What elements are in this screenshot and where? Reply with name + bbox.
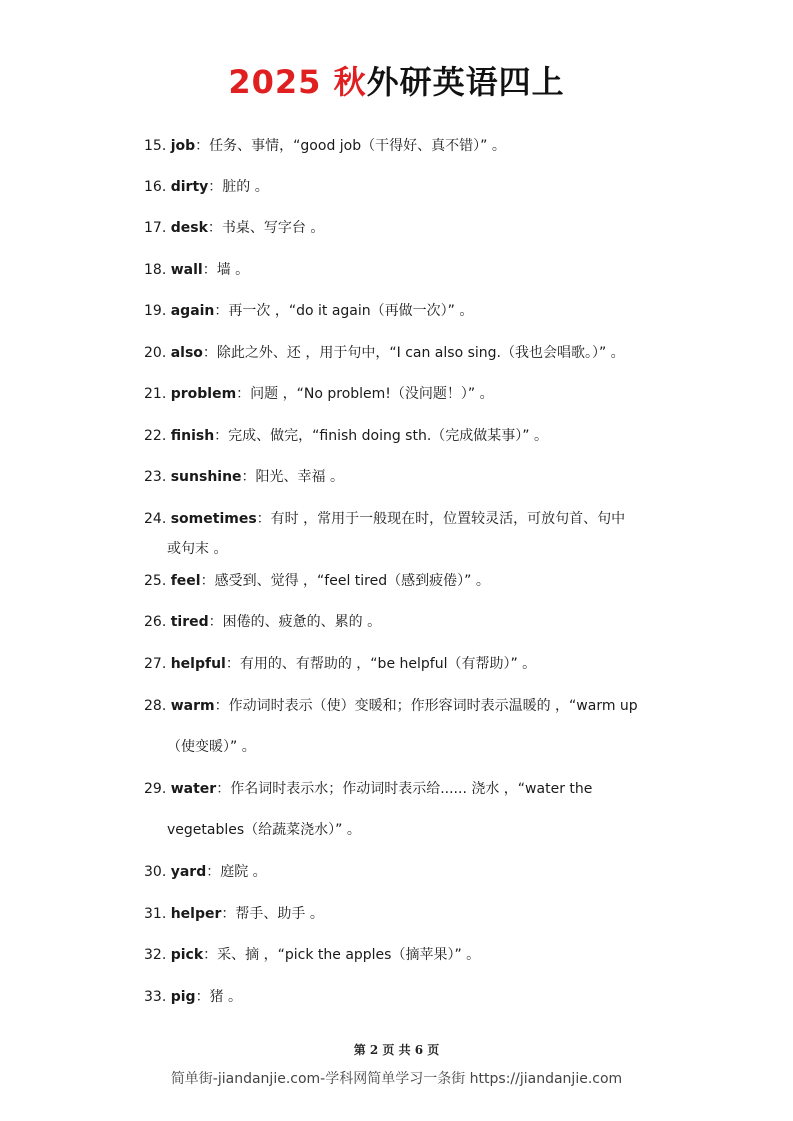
entry-word: warm [170,698,215,714]
entry-definition: ：完成、做完，“finish doing sth.（完成做某事）” 。 [214,428,548,444]
entry-definition-continued: 或句末 。 [167,541,228,557]
entry-number: 21. [144,386,171,402]
entry-number: 29. [144,781,171,797]
entry-number: 33. [144,989,171,1005]
vocab-entry [144,177,684,197]
entry-definition: ：作名词时表示水；作动词时表示给...... 浇水 ，“water the [216,781,593,797]
entry-number: 23. [144,469,171,485]
entry-number: 19. [144,303,171,319]
vocab-entry [144,509,684,559]
entry-number: 26. [144,614,171,630]
entry-definition: ：庭院 。 [206,864,267,880]
vocab-entry [144,218,684,238]
vocab-entry [144,426,684,446]
entry-definition: ：感受到、觉得 ，“feel tired（感到疲倦）” 。 [200,573,490,589]
entry-word: feel [170,573,201,589]
entry-word: tired [170,614,209,630]
entry-definition: ：阳光、幸福 。 [241,469,344,485]
vocab-entry [144,301,684,321]
entry-word: wall [170,262,203,278]
entry-definition: ：任务、事情，“good job（干得好、真不错）” 。 [195,138,506,154]
entry-definition-continued: vegetables（给蔬菜浇水）” 。 [167,822,361,838]
entry-word: sometimes [170,511,257,527]
entry-number: 25. [144,573,171,589]
vocab-entry [144,779,684,839]
vocab-entry [144,862,684,882]
entry-number: 22. [144,428,171,444]
entry-definition: ：困倦的、疲惫的、累的 。 [208,614,382,630]
entry-number: 20. [144,345,171,361]
entry-word: helper [170,906,222,922]
entry-word: yard [170,864,207,880]
entry-definition: ：书桌、写字台 。 [207,220,325,236]
entry-word: water [170,781,217,797]
entry-word: pig [170,989,196,1005]
entry-word: job [170,138,196,154]
vocab-entry [144,654,684,674]
entry-word: sunshine [170,469,242,485]
vocab-entry [144,696,684,756]
entry-definition: ：作动词时表示（使）变暖和；作形容词时表示温暖的 ，“warm up [214,698,638,714]
entry-number: 18. [144,262,171,278]
title-rest: 外研英语四上 [366,63,565,101]
vocab-entry [144,612,684,632]
title-year: 2025 [228,63,322,101]
entry-definition: ：帮手、助手 。 [221,906,324,922]
entry-definition: ：问题 ，“No problem!（没问题！）” 。 [236,386,494,402]
vocab-entry [144,384,684,404]
vocab-entry [144,987,684,1007]
entry-word: problem [170,386,237,402]
entry-word: helpful [170,656,226,672]
page-number: 第 2 页 共 6 页 [353,1043,440,1057]
vocab-entry [144,260,684,280]
entry-definition: ：墙 。 [202,262,250,278]
entry-word: dirty [170,179,209,195]
entry-number: 32. [144,947,171,963]
vocab-entry [144,136,684,156]
entry-word: desk [170,220,208,236]
entry-definition: ：有时 ，常用于一般现在时，位置较灵活，可放句首、句中 [256,511,626,527]
entry-word: also [170,345,203,361]
entry-number: 27. [144,656,171,672]
entry-definition: ：采、摘 ，“pick the apples（摘苹果）” 。 [203,947,481,963]
page-title [0,58,793,106]
title-season: 秋 [333,63,367,101]
entry-number: 30. [144,864,171,880]
entry-definition: ：有用的、有帮助的 ，“be helpful（有帮助）” 。 [225,656,537,672]
entry-number: 31. [144,906,171,922]
vocab-entry [144,343,684,363]
vocab-entry [144,904,684,924]
entry-definition: ：猪 。 [195,989,243,1005]
entry-number: 24. [144,511,171,527]
vocab-entry [144,467,684,487]
entry-definition: ：再一次 ，“do it again（再做一次）” 。 [214,303,474,319]
entry-number: 15. [144,138,171,154]
entry-word: finish [170,428,215,444]
vocab-entry [144,945,684,965]
entry-word: again [170,303,215,319]
entry-definition-continued: （使变暖）” 。 [167,739,256,755]
entry-number: 16. [144,179,171,195]
entry-definition: ：脏的 。 [208,179,269,195]
vocab-entry [144,571,684,591]
entry-number: 28. [144,698,171,714]
entry-definition: ：除此之外、还 ，用于句中，“I can also sing.（我也会唱歌。）” 。 [202,345,625,361]
entry-number: 17. [144,220,171,236]
entry-word: pick [170,947,204,963]
footer-website: 简单街-jiandanjie.com-学科网简单学习一条街 https://jiandanjie.com [170,1071,623,1087]
